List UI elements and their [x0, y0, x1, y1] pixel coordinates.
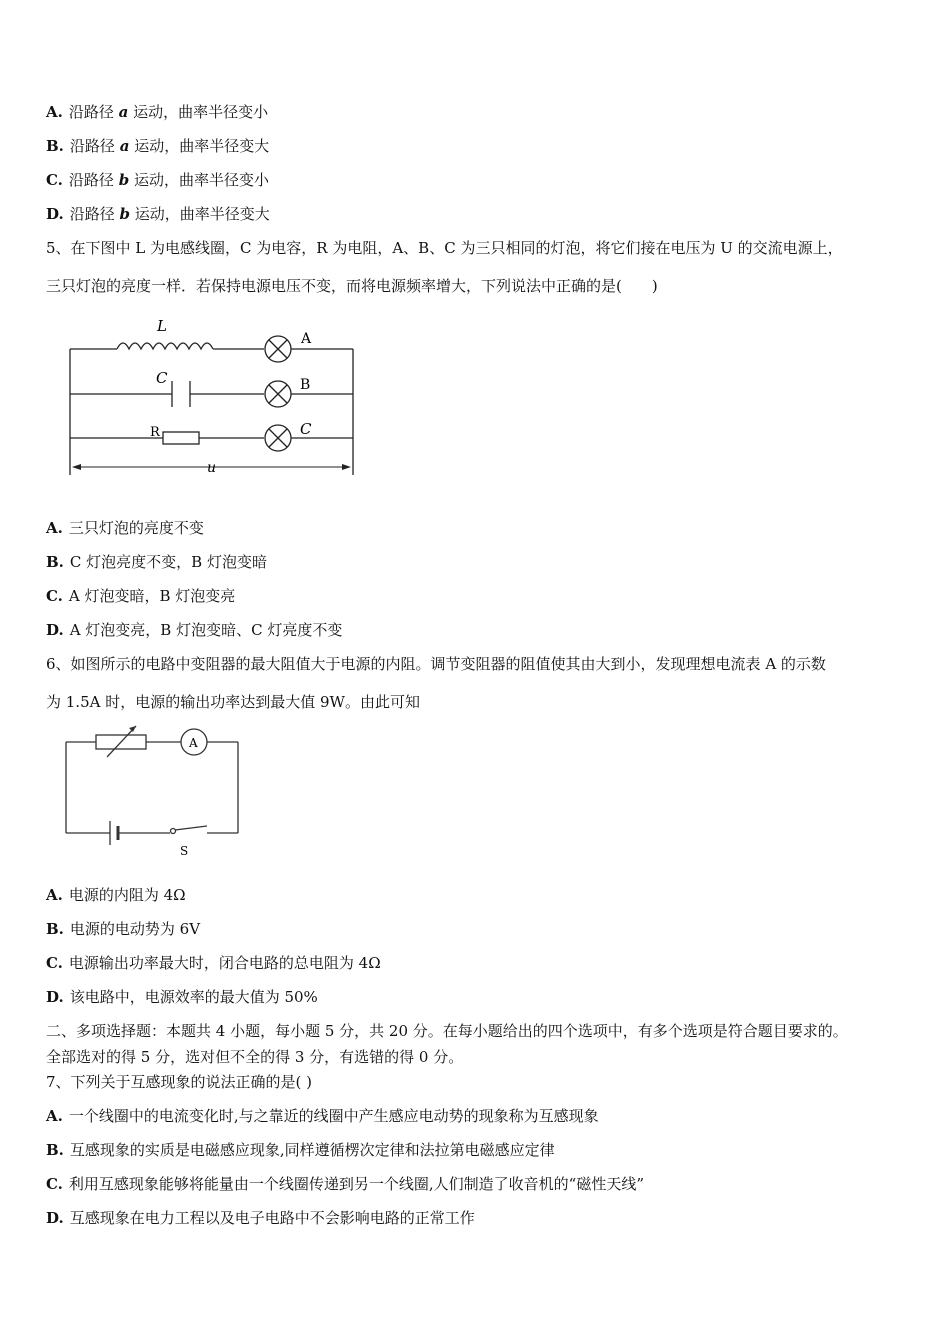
- switch-blade: [175, 826, 207, 830]
- q7-stem: 7、下列关于互感现象的说法正确的是( ): [46, 1073, 313, 1091]
- q5-option-b: B. C 灯泡亮度不变，B 灯泡变暗: [46, 553, 267, 571]
- label-lamp-b: B: [300, 377, 311, 393]
- label-ammeter: A: [189, 736, 198, 750]
- q6-stem-line1: 6、如图所示的电路中变阻器的最大阻值大于电源的内阻。调节变阻器的阻值使其由大到小，发现理想电流表 A 的示数: [46, 655, 826, 673]
- q6-option-a: A. 电源的内阻为 4Ω: [46, 886, 186, 904]
- q6-stem-line2: 为 1.5A 时，电源的输出功率达到最大值 9W。由此可知: [46, 693, 420, 711]
- q4-option-c: C. 沿路径 b 运动，曲率半径变小: [46, 171, 269, 189]
- q7-option-b: B. 互感现象的实质是电磁感应现象,同样遵循楞次定律和法拉第电磁感应定律: [46, 1141, 555, 1159]
- q6-option-b: B. 电源的电动势为 6V: [46, 920, 201, 938]
- label-capacitor: C: [156, 369, 168, 387]
- label-lamp-c: C: [300, 420, 312, 438]
- label-voltage: u: [207, 460, 217, 476]
- q7-option-c: C. 利用互感现象能够将能量由一个线圈传递到另一个线圈,人们制造了收音机的“磁性天线”: [46, 1175, 645, 1193]
- switch-pivot: [171, 829, 176, 834]
- q7-option-a: A. 一个线圈中的电流变化时,与之靠近的线圈中产生感应电动势的现象称为互感现象: [46, 1107, 599, 1125]
- rheostat-arrow: [107, 726, 136, 757]
- q7-option-d: D. 互感现象在电力工程以及电子电路中不会影响电路的正常工作: [46, 1209, 475, 1227]
- q5-stem-line2: 三只灯泡的亮度一样．若保持电源电压不变，而将电源频率增大，下列说法中正确的是( ): [46, 277, 658, 295]
- section2-heading-line2: 全部选对的得 5 分，选对但不全的得 3 分，有选错的得 0 分。: [46, 1048, 464, 1066]
- q5-option-d: D. A 灯泡变亮，B 灯泡变暗、C 灯亮度不变: [46, 621, 343, 639]
- q5-option-a: A. 三只灯泡的亮度不变: [46, 519, 204, 537]
- section2-heading-line1: 二、多项选择题：本题共 4 小题，每小题 5 分，共 20 分。在每小题给出的四个选项中，有多个选项是符合题目要求的。: [46, 1022, 848, 1040]
- q5-stem-line1: 5、在下图中 L 为电感线圈，C 为电容，R 为电阻，A、B、C 为三只相同的灯泡，将它们接在电压为 U 的交流电源上，: [46, 239, 843, 257]
- label-switch: S: [180, 844, 189, 858]
- q6-option-c: C. 电源输出功率最大时，闭合电路的总电阻为 4Ω: [46, 954, 381, 972]
- label-inductor: L: [157, 317, 167, 335]
- q4-option-b: B. 沿路径 a 运动，曲率半径变大: [46, 137, 270, 155]
- label-resistor: R: [150, 425, 160, 440]
- q6-option-d: D. 该电路中，电源效率的最大值为 50%: [46, 988, 318, 1006]
- q4-option-d: D. 沿路径 b 运动，曲率半径变大: [46, 205, 270, 223]
- q4-option-a: A. 沿路径 a 运动，曲率半径变小: [46, 103, 269, 121]
- q5-option-c: C. A 灯泡变暗，B 灯泡变亮: [46, 587, 236, 605]
- label-lamp-a: A: [301, 331, 312, 347]
